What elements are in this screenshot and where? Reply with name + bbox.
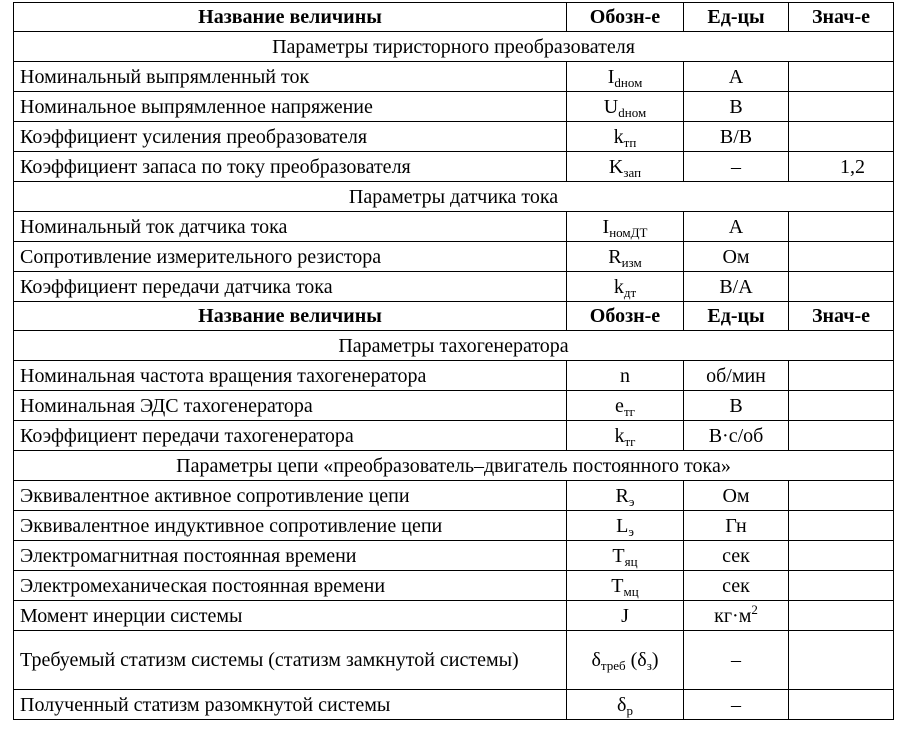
- parameter-value: [789, 631, 894, 690]
- parameter-symbol: [567, 122, 684, 152]
- symbol-letter: T: [611, 574, 624, 597]
- unit-text: В/А: [719, 275, 753, 298]
- table-row: [14, 690, 894, 720]
- parameter-symbol: [567, 242, 684, 272]
- parameter-value: [789, 212, 894, 242]
- symbol-letter: e: [615, 394, 624, 417]
- parameters-table: [13, 2, 894, 720]
- symbol-subscript: дт: [623, 284, 637, 300]
- symbol-letter: K: [608, 155, 624, 178]
- parameter-unit: [684, 481, 789, 511]
- header-name: Название величины: [14, 302, 567, 331]
- symbol-letter: n: [620, 364, 630, 387]
- table-row: [14, 242, 894, 272]
- unit-text: Гн: [725, 514, 747, 537]
- unit-text: –: [731, 649, 741, 671]
- symbol-subscript: зап: [623, 164, 642, 180]
- parameter-name: Номинальная частота вращения тахогенератора: [14, 361, 567, 391]
- section-title: Параметры датчика тока: [14, 182, 894, 212]
- parameter-symbol: [567, 361, 684, 391]
- parameter-value: [789, 571, 894, 601]
- unit-text: В/В: [719, 125, 753, 148]
- symbol-subscript: мц: [623, 583, 639, 599]
- parameter-unit: [684, 272, 789, 302]
- unit-text: сек: [722, 544, 750, 567]
- parameter-unit: [684, 361, 789, 391]
- table-row: [14, 212, 894, 242]
- parameter-unit: [684, 152, 789, 182]
- parameter-value: [789, 242, 894, 272]
- parameter-value: [789, 122, 894, 152]
- symbol-subscript: э: [628, 493, 635, 509]
- symbol-subscript: э: [628, 523, 634, 539]
- parameter-unit: [684, 541, 789, 571]
- parameter-unit: [684, 601, 789, 631]
- parameter-unit: [684, 92, 789, 122]
- parameter-unit: [684, 511, 789, 541]
- section-row: [14, 451, 894, 481]
- symbol-subscript: р: [626, 702, 633, 718]
- parameter-name: Сопротивление измерительного резистора: [14, 242, 567, 272]
- parameter-unit: [684, 690, 789, 720]
- unit-text: Ом: [722, 484, 750, 507]
- parameter-value: [789, 391, 894, 421]
- parameter-name: Электромагнитная постоянная времени: [14, 541, 567, 571]
- parameter-value: [789, 541, 894, 571]
- section-row: [14, 32, 894, 62]
- unit-text: сек: [722, 574, 750, 597]
- symbol-subscript: яц: [624, 553, 638, 569]
- parameter-value: [789, 62, 894, 92]
- parameter-value: [789, 511, 894, 541]
- symbol-subscript-alt: з: [646, 658, 652, 673]
- symbol-letter: δ: [591, 649, 601, 671]
- table-row: [14, 272, 894, 302]
- parameter-symbol: [567, 152, 684, 182]
- section-title: Параметры цепи «преобразователь–двигатель постоянного тока»: [14, 451, 894, 481]
- parameter-unit: [684, 421, 789, 451]
- symbol-letter: I: [602, 215, 610, 238]
- parameter-name: Коэффициент передачи тахогенератора: [14, 421, 567, 451]
- header-row: [14, 302, 894, 331]
- symbol-subscript: dном: [614, 74, 643, 90]
- symbol-letter: U: [603, 95, 619, 118]
- symbol-letter: T: [612, 544, 625, 567]
- parameter-value: [789, 481, 894, 511]
- section-title: Параметры тиристорного преобразователя: [14, 32, 894, 62]
- unit-text: –: [731, 155, 741, 178]
- parameters-table-body: [14, 3, 894, 720]
- parameter-unit: [684, 571, 789, 601]
- parameter-name: Эквивалентное активное сопротивление цепи: [14, 481, 567, 511]
- parameter-value: [789, 690, 894, 720]
- parameter-name: Номинальный выпрямленный ток: [14, 62, 567, 92]
- header-row: [14, 3, 894, 32]
- section-row: [14, 331, 894, 361]
- table-row: [14, 511, 894, 541]
- parameter-name: Коэффициент передачи датчика тока: [14, 272, 567, 302]
- parameter-name: Номинальное выпрямленное напряжение: [14, 92, 567, 122]
- symbol-letter-alt: δ: [637, 649, 647, 671]
- symbol-letter: k: [613, 275, 624, 298]
- unit-text: В·с/об: [708, 424, 764, 447]
- parameter-unit: [684, 391, 789, 421]
- parameter-symbol: [567, 571, 684, 601]
- parameter-name: Номинальный ток датчика тока: [14, 212, 567, 242]
- parameter-symbol: $\delta_{треб}$ $(\delta_з)$: [567, 631, 684, 690]
- unit-text: А: [728, 215, 744, 238]
- symbol-letter: L: [616, 514, 629, 537]
- parameter-symbol: [567, 92, 684, 122]
- parameter-symbol: [567, 541, 684, 571]
- header-value: Знач-е: [789, 302, 894, 331]
- unit-text: А: [728, 65, 744, 88]
- parameter-name: Полученный статизм разомкнутой системы: [14, 690, 567, 720]
- symbol-subscript: изм: [621, 254, 642, 270]
- table-row: [14, 481, 894, 511]
- parameter-symbol: [567, 511, 684, 541]
- unit-superscript: 2: [751, 601, 758, 617]
- symbol-subscript: треб: [600, 658, 626, 673]
- unit-text: –: [731, 693, 741, 716]
- parameter-name: Номинальная ЭДС тахогенератора: [14, 391, 567, 421]
- table-row: [14, 152, 894, 182]
- parameter-symbol: [567, 212, 684, 242]
- parameter-value: [789, 421, 894, 451]
- symbol-subscript: тп: [623, 134, 637, 150]
- symbol-letter: k: [613, 125, 624, 148]
- parameter-name: Коэффициент усиления преобразователя: [14, 122, 567, 152]
- parameter-name: Момент инерции системы: [14, 601, 567, 631]
- unit-text: кг·м: [714, 604, 752, 627]
- parameter-unit: [684, 631, 789, 690]
- header-symbol: Обозн-е: [567, 3, 684, 32]
- parameter-unit: [684, 122, 789, 152]
- header-unit: Ед-цы: [684, 302, 789, 331]
- symbol-letter: δ: [617, 693, 627, 716]
- parameter-value: 1,2: [789, 152, 894, 182]
- table-row: [14, 571, 894, 601]
- unit-text: В: [729, 394, 743, 417]
- header-symbol: Обозн-е: [567, 302, 684, 331]
- parameter-value: [789, 361, 894, 391]
- symbol-subscript: тг: [624, 433, 636, 449]
- parameter-value: [789, 601, 894, 631]
- parameter-value: [789, 92, 894, 122]
- table-row: [14, 361, 894, 391]
- table-row: [14, 391, 894, 421]
- parameter-name: Эквивалентное индуктивное сопротивление цепи: [14, 511, 567, 541]
- parameter-symbol: [567, 690, 684, 720]
- parameter-name: Электромеханическая постоянная времени: [14, 571, 567, 601]
- symbol-letter: k: [614, 424, 625, 447]
- section-title: Параметры тахогенератора: [14, 331, 894, 361]
- parameter-symbol: [567, 481, 684, 511]
- unit-text: Ом: [722, 245, 750, 268]
- parameter-unit: [684, 212, 789, 242]
- header-unit: Ед-цы: [684, 3, 789, 32]
- symbol-letter: I: [607, 65, 615, 88]
- symbol-letter: R: [608, 245, 622, 268]
- table-row: [14, 421, 894, 451]
- symbol-subscript: dном: [618, 104, 647, 120]
- parameter-name: Требуемый статизм системы (статизм замкнутой системы): [14, 631, 567, 690]
- table-row: [14, 122, 894, 152]
- table-row: [14, 541, 894, 571]
- parameter-name: Коэффициент запаса по току преобразователя: [14, 152, 567, 182]
- symbol-subscript: тг: [623, 403, 635, 419]
- header-value: Знач-е: [789, 3, 894, 32]
- table-row: [14, 62, 894, 92]
- parameter-value: [789, 272, 894, 302]
- symbol-letter: R: [615, 484, 629, 507]
- parameter-symbol: [567, 601, 684, 631]
- header-name: Название величины: [14, 3, 567, 32]
- symbol-letter: J: [621, 604, 629, 627]
- parameter-unit: [684, 62, 789, 92]
- parameter-symbol: [567, 391, 684, 421]
- parameter-unit: [684, 242, 789, 272]
- table-row: [14, 92, 894, 122]
- section-row: [14, 182, 894, 212]
- parameter-symbol: [567, 272, 684, 302]
- symbol-subscript: номДТ: [609, 224, 648, 240]
- table-row: [14, 631, 894, 690]
- table-row: [14, 601, 894, 631]
- parameter-symbol: [567, 62, 684, 92]
- unit-text: В: [729, 95, 743, 118]
- unit-text: об/мин: [706, 364, 766, 387]
- parameter-symbol: [567, 421, 684, 451]
